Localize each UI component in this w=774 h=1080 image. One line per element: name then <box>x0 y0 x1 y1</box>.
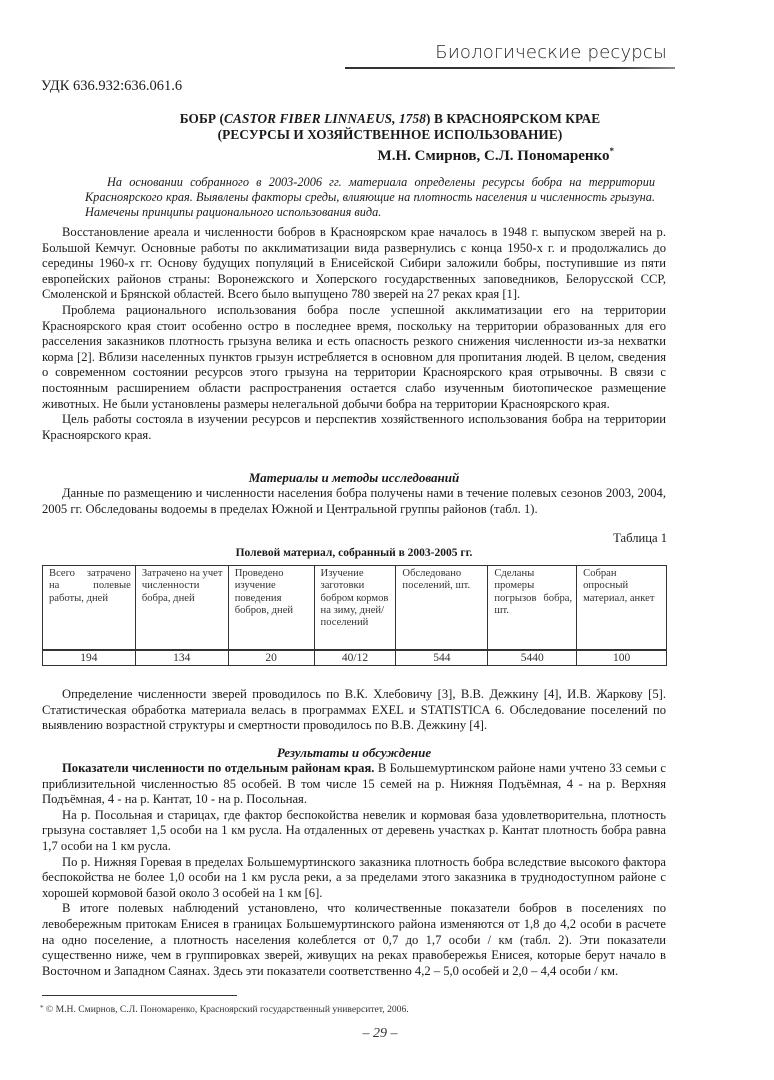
results-lead-text: В Большемуртинском районе нами учтено 33 семьи с приблизительной численностью 85 особей. В том числе 15 семей на р. Нижняя Подъёмная, 4 - на р. Верхняя Подъёмная, 4 - на р. Кантат, 10 - на р. Посольная. <box>42 761 666 807</box>
methods-paragraph: Данные по размещению и численности населения бобра получены нами в течение полевых сезонов 2003, 2004, 2005 гг. Обследованы водоемы в пределах Южной и Центральной группы районов (табл. 1). <box>42 486 666 516</box>
footnote <box>40 1004 409 1015</box>
table-cell: 40/12 <box>314 650 396 666</box>
results-paragraph <box>42 761 666 808</box>
title-prefix: БОБР ( <box>179 111 225 126</box>
table-header-cell: Проведено изучение поведения бобров, дней <box>228 566 314 650</box>
table-label: Таблица 1 <box>613 531 667 545</box>
authors <box>378 148 614 165</box>
table-cell: 544 <box>396 650 488 666</box>
author-footnote-mark: * <box>609 146 614 156</box>
table-header-cell: Сделаны промеры погрызов бобра, шт. <box>488 566 577 650</box>
table-row <box>43 650 667 666</box>
footnote-rule <box>42 995 237 996</box>
footnote-text: © М.Н. Смирнов, С.Л. Пономаренко, Красноярский государственный университет, 2006. <box>43 1004 409 1015</box>
results-heading: Результаты и обсуждение <box>276 745 432 760</box>
table-cell: 100 <box>577 650 667 666</box>
introduction <box>42 225 666 443</box>
table-cell: 20 <box>228 650 314 666</box>
field-material-table <box>42 565 667 666</box>
methods-heading: Материалы и методы исследований <box>248 470 460 485</box>
page-number: – 29 – <box>362 1026 398 1041</box>
results-paragraph: По р. Нижняя Горевая в пределах Большемуртинского заказника плотность бобра вследствие высокого фактора беспокойства не более 1,0 особи на 1 км русла реки, а за пределами этого заказника в труднодоступном районе с хорошей кормовой базой около 3 особей на 1 км [6]. <box>42 854 666 900</box>
table-cell: 134 <box>135 650 228 666</box>
results-lead-bold: Показатели численности по отдельным районам края. <box>62 761 375 775</box>
results-paragraph: В итоге полевых наблюдений установлено, что количественные показатели бобров в поселениях по левобережным притокам Енисея в границах Большемуртинского района изменяются от 1,8 до 4,2 особи в расчете на одно поселение, а плотность населения колеблется от 0,7 до 1,7 особи / км (табл. 2). Эти показатели существенно ниже, чем в группировках зверей, живущих на реках правобережья Енисея, которые берут начало в Восточном и Западном Саянах. Здесь эти показатели соответственно 4,2 – 5,0 особей и 2,0 – 4,4 особи / км. <box>42 901 666 978</box>
table-header-cell: Затрачено на учет численности бобра, дней <box>135 566 228 650</box>
table-header-cell: Изучение заготовки бобром кормов на зиму, дней/поселений <box>314 566 396 650</box>
running-title: Биологические ресурсы <box>435 42 667 63</box>
title-suffix: ) В КРАСНОЯРСКОМ КРАЕ <box>426 111 601 126</box>
table-cell: 5440 <box>488 650 577 666</box>
table-cell: 194 <box>43 650 136 666</box>
title-latin-name: CASTOR FIBER LINNAEUS, 1758 <box>224 111 427 126</box>
article-title <box>40 111 740 143</box>
table-caption: Полевой материал, собранный в 2003-2005 гг. <box>235 547 473 559</box>
intro-paragraph: Восстановление ареала и численности бобров в Красноярском крае началось в 1948 г. выпуском зверей на р. Большой Кемчуг. Основные работы по акклиматизации вида развернулись с конца 1950-х г. и продолжались до середины 1960-х гг. Основу будущих популяций в Енисейской Сибири заложили бобры, поступившие из пяти европейских районов страны: Воронежского и Хоперского государственных заповедников, Белорусской ССР, Смоленской и Брянской областей. Всего было выпущено 780 зверей на 27 реках края [1]. <box>42 225 666 302</box>
methods-paragraph: Определение численности зверей проводилось по В.К. Хлебовичу [3], В.В. Дежкину [4], И.В. Жаркову [5]. Статистическая обработка материала велась в программах EXEL и STATISTICA 6. Обследование поселений по выявлению возрастной структуры и смертности проводилось по В.В. Дежкину [4]. <box>42 687 666 733</box>
results-text <box>42 761 666 979</box>
results-paragraph: На р. Посольная и старицах, где фактор беспокойства невелик и кормовая база удовлетворительна, плотность грызуна составляет 1,5 особи на 1 км русла. На отдаленных от деревень участках р. Кантат плотность бобра равна 1,7 особи на 1 км русла. <box>42 807 666 853</box>
title-line-2: (РЕСУРСЫ И ХОЗЯЙСТВЕННОЕ ИСПОЛЬЗОВАНИЕ) <box>217 127 563 142</box>
table-header-cell: Собран опросный материал, анкет <box>577 566 667 650</box>
footnote-mark: * <box>40 1004 44 1012</box>
title-line-1 <box>40 111 740 127</box>
running-title-rule <box>345 67 675 69</box>
abstract: На основании собранного в 2003-2006 гг. материала определены ресурсы бобра на территории Красноярского края. Выявлены факторы среды, влияющие на плотность населения и численность грызуна. Намечены принципы рационального использования вида. <box>85 175 655 220</box>
udk-code: УДК 636.932:636.061.6 <box>41 78 183 94</box>
intro-paragraph: Цель работы состояла в изучении ресурсов и перспектив хозяйственного использования бобра на территории Красноярского края. <box>42 412 666 442</box>
author-names: М.Н. Смирнов, С.Л. Пономаренко <box>377 148 610 164</box>
table-header-cell: Всего затрачено на полевые работы, дней <box>43 566 136 650</box>
methods-text <box>42 486 666 517</box>
intro-paragraph: Проблема рационального использования бобра после успешной акклиматизации его на территории Красноярского края стоит особенно остро в последнее время, поскольку на территории образованных для его расселения заказников плотность грызуна велика и есть опасность резкого снижения численности из-за нехватки корма [2]. Вблизи населенных пунктов грызун истребляется в основном для пропитания людей. В целом, сведения о современном состоянии ресурсов этого грызуна на территории Красноярского края отрывочны. В связи с постоянным расширением области распространения остается слабо изученным биотопическое размещение животных. Не были установлены размеры нелегальной добычи бобра на территории Красноярского края. <box>42 302 666 411</box>
methods-after-table <box>42 687 666 734</box>
table-header-row <box>43 566 667 650</box>
table-header-cell: Обследовано поселений, шт. <box>396 566 488 650</box>
